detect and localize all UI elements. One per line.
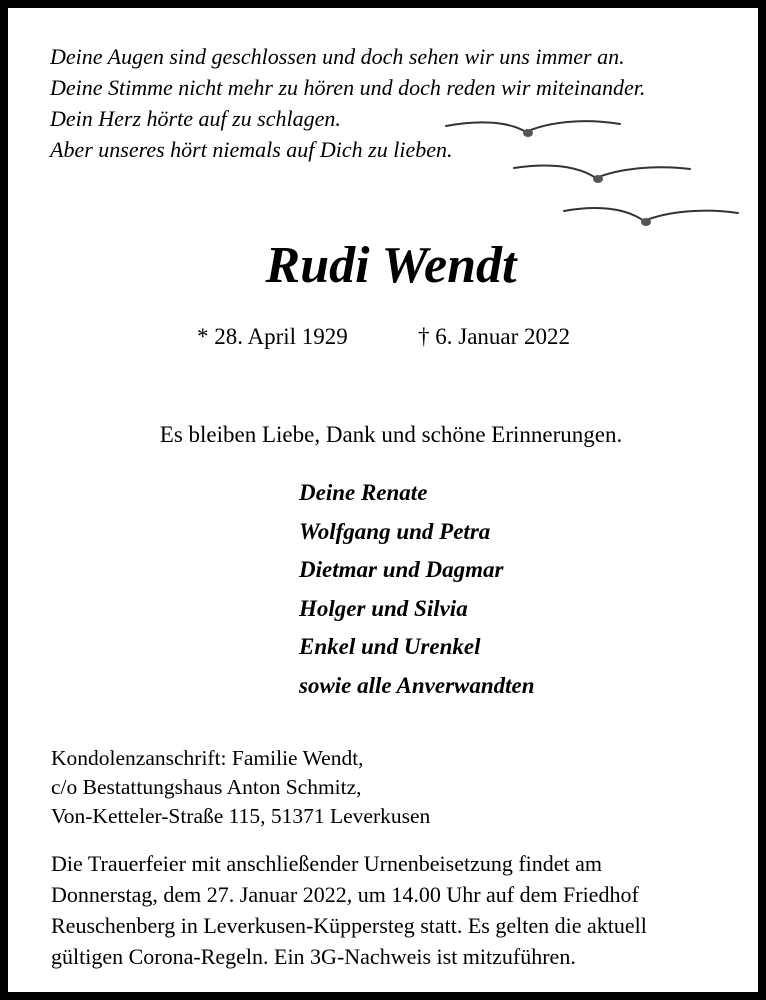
bird-icon bbox=[514, 165, 690, 178]
poem-line: Dein Herz hörte auf zu schlagen. bbox=[50, 106, 341, 131]
ceremony-notice bbox=[51, 848, 647, 972]
flying-birds-icon bbox=[8, 8, 766, 248]
ceremony-line: Donnerstag, dem 27. Januar 2022, um 14.00 Uhr auf dem Friedhof bbox=[51, 882, 639, 907]
address-line: c/o Bestattungshaus Anton Schmitz, bbox=[51, 775, 362, 799]
poem-line: Deine Stimme nicht mehr zu hören und doch reden wir miteinander. bbox=[50, 75, 646, 100]
poem-line: Deine Augen sind geschlossen und doch sehen wir uns immer an. bbox=[50, 44, 625, 69]
family-member: Enkel und Urenkel bbox=[299, 634, 481, 659]
family-member: Deine Renate bbox=[299, 480, 428, 505]
family-member: sowie alle Anverwandten bbox=[299, 672, 535, 698]
family-member: Dietmar und Dagmar bbox=[299, 557, 504, 582]
deceased-name: Rudi Wendt bbox=[265, 237, 517, 294]
ceremony-line: gültigen Corona-Regeln. Ein 3G-Nachweis ist mitzuführen. bbox=[51, 944, 576, 969]
ceremony-line: Die Trauerfeier mit anschließender Urnenbeisetzung findet am bbox=[51, 851, 603, 876]
death-date: † 6. Januar 2022 bbox=[418, 324, 571, 349]
bird-icon bbox=[446, 121, 620, 132]
poem-line: Aber unseres hört niemals auf Dich zu lieben. bbox=[50, 137, 453, 162]
address-line: Kondolenzanschrift: Familie Wendt, bbox=[51, 746, 364, 770]
family-list bbox=[299, 474, 535, 705]
condolence-address bbox=[51, 744, 430, 831]
motto: Es bleiben Liebe, Dank und schöne Erinnerungen. bbox=[159, 422, 623, 447]
ceremony-line: Reuschenberg in Leverkusen-Küppersteg statt. Es gelten die aktuell bbox=[51, 913, 647, 938]
address-line: Von-Ketteler-Straße 115, 51371 Leverkusen bbox=[51, 804, 431, 828]
birth-date: * 28. April 1929 bbox=[197, 324, 348, 349]
family-member: Wolfgang und Petra bbox=[299, 518, 491, 544]
family-member: Holger und Silvia bbox=[299, 595, 468, 621]
bird-icon bbox=[564, 208, 738, 221]
